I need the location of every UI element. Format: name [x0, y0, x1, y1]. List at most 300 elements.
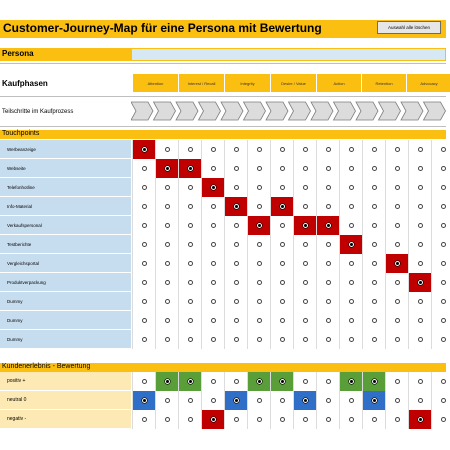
- radio-icon[interactable]: [257, 242, 262, 247]
- evaluation-row-cell[interactable]: [247, 372, 270, 391]
- radio-icon[interactable]: [418, 398, 423, 403]
- radio-icon[interactable]: [188, 147, 193, 152]
- touchpoint-row-cell[interactable]: [362, 273, 385, 292]
- radio-icon[interactable]: [441, 337, 446, 342]
- radio-icon[interactable]: [188, 261, 193, 266]
- radio-icon[interactable]: [280, 261, 285, 266]
- touchpoint-row-cell[interactable]: [408, 178, 431, 197]
- radio-icon[interactable]: [326, 147, 331, 152]
- radio-icon[interactable]: [326, 242, 331, 247]
- touchpoint-row-cell[interactable]: [178, 197, 201, 216]
- radio-icon[interactable]: [188, 185, 193, 190]
- touchpoint-row-cell[interactable]: [247, 235, 270, 254]
- radio-icon[interactable]: [165, 280, 170, 285]
- radio-icon[interactable]: [211, 417, 216, 422]
- touchpoint-row-cell[interactable]: [362, 330, 385, 349]
- touchpoint-row-cell[interactable]: [201, 273, 224, 292]
- touchpoint-row-cell[interactable]: [132, 197, 155, 216]
- radio-icon[interactable]: [303, 185, 308, 190]
- radio-icon[interactable]: [234, 379, 239, 384]
- radio-icon[interactable]: [165, 223, 170, 228]
- radio-icon[interactable]: [234, 166, 239, 171]
- radio-icon[interactable]: [372, 166, 377, 171]
- touchpoint-row-cell[interactable]: [431, 311, 450, 330]
- touchpoint-row-cell[interactable]: [155, 292, 178, 311]
- touchpoint-row-cell[interactable]: [132, 292, 155, 311]
- touchpoint-row-cell[interactable]: [178, 330, 201, 349]
- evaluation-row-cell[interactable]: [293, 372, 316, 391]
- touchpoint-row-cell[interactable]: [385, 292, 408, 311]
- touchpoint-row-cell[interactable]: [155, 311, 178, 330]
- radio-icon[interactable]: [234, 280, 239, 285]
- radio-icon[interactable]: [188, 398, 193, 403]
- radio-icon[interactable]: [142, 398, 147, 403]
- radio-icon[interactable]: [142, 318, 147, 323]
- touchpoint-row-cell[interactable]: [316, 159, 339, 178]
- touchpoint-row-cell[interactable]: [224, 273, 247, 292]
- radio-icon[interactable]: [418, 280, 423, 285]
- touchpoint-row-cell[interactable]: [362, 254, 385, 273]
- radio-icon[interactable]: [280, 204, 285, 209]
- radio-icon[interactable]: [418, 242, 423, 247]
- radio-icon[interactable]: [395, 261, 400, 266]
- evaluation-row-cell[interactable]: [293, 410, 316, 429]
- radio-icon[interactable]: [280, 242, 285, 247]
- radio-icon[interactable]: [188, 379, 193, 384]
- radio-icon[interactable]: [372, 147, 377, 152]
- radio-icon[interactable]: [165, 417, 170, 422]
- radio-icon[interactable]: [234, 261, 239, 266]
- touchpoint-row-cell[interactable]: [408, 254, 431, 273]
- radio-icon[interactable]: [188, 223, 193, 228]
- evaluation-row-cell[interactable]: [362, 372, 385, 391]
- radio-icon[interactable]: [165, 166, 170, 171]
- radio-icon[interactable]: [441, 147, 446, 152]
- radio-icon[interactable]: [326, 318, 331, 323]
- radio-icon[interactable]: [441, 280, 446, 285]
- radio-icon[interactable]: [418, 417, 423, 422]
- radio-icon[interactable]: [234, 318, 239, 323]
- touchpoint-row-cell[interactable]: [201, 330, 224, 349]
- radio-icon[interactable]: [280, 417, 285, 422]
- evaluation-row-cell[interactable]: [247, 391, 270, 410]
- touchpoint-row-cell[interactable]: [385, 216, 408, 235]
- touchpoint-row-cell[interactable]: [431, 330, 450, 349]
- radio-icon[interactable]: [441, 398, 446, 403]
- radio-icon[interactable]: [303, 417, 308, 422]
- radio-icon[interactable]: [234, 398, 239, 403]
- touchpoint-row-cell[interactable]: [270, 273, 293, 292]
- evaluation-row-cell[interactable]: [316, 391, 339, 410]
- evaluation-row-cell[interactable]: [431, 391, 450, 410]
- radio-icon[interactable]: [142, 223, 147, 228]
- radio-icon[interactable]: [280, 398, 285, 403]
- radio-icon[interactable]: [441, 417, 446, 422]
- touchpoint-row-cell[interactable]: [201, 178, 224, 197]
- touchpoint-row-cell[interactable]: [224, 197, 247, 216]
- touchpoint-row-cell[interactable]: [339, 140, 362, 159]
- touchpoint-row-cell[interactable]: [362, 197, 385, 216]
- touchpoint-row-cell[interactable]: [247, 273, 270, 292]
- touchpoint-row-cell[interactable]: [293, 140, 316, 159]
- evaluation-row-cell[interactable]: [201, 372, 224, 391]
- touchpoint-row-cell[interactable]: [431, 292, 450, 311]
- radio-icon[interactable]: [142, 417, 147, 422]
- radio-icon[interactable]: [234, 204, 239, 209]
- touchpoint-row-cell[interactable]: [155, 140, 178, 159]
- touchpoint-row-cell[interactable]: [362, 235, 385, 254]
- radio-icon[interactable]: [395, 204, 400, 209]
- touchpoint-row-cell[interactable]: [247, 292, 270, 311]
- radio-icon[interactable]: [188, 204, 193, 209]
- evaluation-row-cell[interactable]: [132, 391, 155, 410]
- radio-icon[interactable]: [395, 318, 400, 323]
- touchpoint-row-cell[interactable]: [385, 273, 408, 292]
- touchpoint-row-cell[interactable]: [362, 178, 385, 197]
- touchpoint-row-cell[interactable]: [201, 216, 224, 235]
- touchpoint-row-cell[interactable]: [385, 330, 408, 349]
- touchpoint-row-cell[interactable]: [339, 197, 362, 216]
- persona-input[interactable]: [132, 49, 445, 60]
- radio-icon[interactable]: [326, 280, 331, 285]
- radio-icon[interactable]: [303, 166, 308, 171]
- radio-icon[interactable]: [349, 242, 354, 247]
- touchpoint-row-cell[interactable]: [178, 254, 201, 273]
- radio-icon[interactable]: [280, 299, 285, 304]
- radio-icon[interactable]: [395, 398, 400, 403]
- radio-icon[interactable]: [395, 242, 400, 247]
- radio-icon[interactable]: [372, 398, 377, 403]
- radio-icon[interactable]: [280, 379, 285, 384]
- radio-icon[interactable]: [349, 299, 354, 304]
- touchpoint-row-cell[interactable]: [362, 311, 385, 330]
- touchpoint-row-cell[interactable]: [339, 235, 362, 254]
- touchpoint-row-cell[interactable]: [155, 273, 178, 292]
- radio-icon[interactable]: [142, 166, 147, 171]
- radio-icon[interactable]: [142, 280, 147, 285]
- radio-icon[interactable]: [165, 337, 170, 342]
- touchpoint-row-cell[interactable]: [132, 140, 155, 159]
- radio-icon[interactable]: [441, 242, 446, 247]
- radio-icon[interactable]: [326, 261, 331, 266]
- touchpoint-row-cell[interactable]: [385, 159, 408, 178]
- touchpoint-row-cell[interactable]: [339, 178, 362, 197]
- radio-icon[interactable]: [441, 379, 446, 384]
- radio-icon[interactable]: [257, 185, 262, 190]
- touchpoint-row-cell[interactable]: [132, 254, 155, 273]
- touchpoint-row-cell[interactable]: [201, 235, 224, 254]
- radio-icon[interactable]: [372, 242, 377, 247]
- touchpoint-row-cell[interactable]: [132, 159, 155, 178]
- radio-icon[interactable]: [142, 337, 147, 342]
- radio-icon[interactable]: [395, 299, 400, 304]
- radio-icon[interactable]: [165, 185, 170, 190]
- radio-icon[interactable]: [234, 147, 239, 152]
- touchpoint-row-cell[interactable]: [224, 178, 247, 197]
- touchpoint-row-cell[interactable]: [270, 178, 293, 197]
- radio-icon[interactable]: [303, 204, 308, 209]
- touchpoint-row-cell[interactable]: [247, 330, 270, 349]
- radio-icon[interactable]: [211, 398, 216, 403]
- touchpoint-row-cell[interactable]: [362, 159, 385, 178]
- touchpoint-row-cell[interactable]: [408, 235, 431, 254]
- radio-icon[interactable]: [349, 318, 354, 323]
- touchpoint-row-cell[interactable]: [293, 159, 316, 178]
- radio-icon[interactable]: [441, 204, 446, 209]
- evaluation-row-cell[interactable]: [201, 391, 224, 410]
- radio-icon[interactable]: [395, 147, 400, 152]
- touchpoint-row-cell[interactable]: [132, 216, 155, 235]
- radio-icon[interactable]: [303, 223, 308, 228]
- touchpoint-row-cell[interactable]: [178, 292, 201, 311]
- evaluation-row-cell[interactable]: [293, 391, 316, 410]
- evaluation-row-cell[interactable]: [224, 410, 247, 429]
- radio-icon[interactable]: [372, 185, 377, 190]
- evaluation-row-cell[interactable]: [132, 372, 155, 391]
- radio-icon[interactable]: [234, 223, 239, 228]
- radio-icon[interactable]: [165, 261, 170, 266]
- radio-icon[interactable]: [142, 299, 147, 304]
- evaluation-row-cell[interactable]: [270, 410, 293, 429]
- touchpoint-row-cell[interactable]: [247, 140, 270, 159]
- touchpoint-row-cell[interactable]: [270, 292, 293, 311]
- radio-icon[interactable]: [165, 242, 170, 247]
- touchpoint-row-cell[interactable]: [293, 292, 316, 311]
- radio-icon[interactable]: [349, 417, 354, 422]
- touchpoint-row-cell[interactable]: [224, 216, 247, 235]
- radio-icon[interactable]: [165, 398, 170, 403]
- radio-icon[interactable]: [188, 417, 193, 422]
- touchpoint-row-cell[interactable]: [293, 330, 316, 349]
- radio-icon[interactable]: [349, 204, 354, 209]
- touchpoint-row-cell[interactable]: [339, 273, 362, 292]
- radio-icon[interactable]: [234, 417, 239, 422]
- radio-icon[interactable]: [349, 185, 354, 190]
- radio-icon[interactable]: [303, 398, 308, 403]
- radio-icon[interactable]: [326, 204, 331, 209]
- radio-icon[interactable]: [372, 379, 377, 384]
- touchpoint-row-cell[interactable]: [270, 311, 293, 330]
- radio-icon[interactable]: [188, 318, 193, 323]
- touchpoint-row-cell[interactable]: [431, 197, 450, 216]
- touchpoint-row-cell[interactable]: [132, 330, 155, 349]
- radio-icon[interactable]: [418, 337, 423, 342]
- radio-icon[interactable]: [257, 299, 262, 304]
- evaluation-row-cell[interactable]: [408, 410, 431, 429]
- touchpoint-row-cell[interactable]: [385, 311, 408, 330]
- radio-icon[interactable]: [211, 261, 216, 266]
- touchpoint-row-cell[interactable]: [155, 235, 178, 254]
- radio-icon[interactable]: [142, 185, 147, 190]
- radio-icon[interactable]: [395, 379, 400, 384]
- radio-icon[interactable]: [372, 204, 377, 209]
- evaluation-row-cell[interactable]: [270, 391, 293, 410]
- radio-icon[interactable]: [142, 147, 147, 152]
- radio-icon[interactable]: [349, 147, 354, 152]
- radio-icon[interactable]: [418, 185, 423, 190]
- touchpoint-row-cell[interactable]: [247, 216, 270, 235]
- radio-icon[interactable]: [349, 379, 354, 384]
- radio-icon[interactable]: [257, 398, 262, 403]
- touchpoint-row-cell[interactable]: [224, 140, 247, 159]
- radio-icon[interactable]: [372, 417, 377, 422]
- touchpoint-row-cell[interactable]: [247, 254, 270, 273]
- touchpoint-row-cell[interactable]: [339, 254, 362, 273]
- radio-icon[interactable]: [372, 223, 377, 228]
- touchpoint-row-cell[interactable]: [270, 254, 293, 273]
- touchpoint-row-cell[interactable]: [293, 216, 316, 235]
- touchpoint-row-cell[interactable]: [293, 197, 316, 216]
- radio-icon[interactable]: [142, 204, 147, 209]
- touchpoint-row-cell[interactable]: [247, 197, 270, 216]
- touchpoint-row-cell[interactable]: [132, 311, 155, 330]
- touchpoint-row-cell[interactable]: [339, 292, 362, 311]
- radio-icon[interactable]: [142, 242, 147, 247]
- touchpoint-row-cell[interactable]: [362, 292, 385, 311]
- radio-icon[interactable]: [372, 261, 377, 266]
- touchpoint-row-cell[interactable]: [316, 140, 339, 159]
- evaluation-row-cell[interactable]: [224, 372, 247, 391]
- evaluation-row-cell[interactable]: [132, 410, 155, 429]
- radio-icon[interactable]: [326, 398, 331, 403]
- evaluation-row-cell[interactable]: [362, 410, 385, 429]
- touchpoint-row-cell[interactable]: [408, 273, 431, 292]
- radio-icon[interactable]: [395, 417, 400, 422]
- radio-icon[interactable]: [349, 261, 354, 266]
- evaluation-row-cell[interactable]: [362, 391, 385, 410]
- touchpoint-row-cell[interactable]: [132, 178, 155, 197]
- radio-icon[interactable]: [257, 166, 262, 171]
- touchpoint-row-cell[interactable]: [132, 273, 155, 292]
- touchpoint-row-cell[interactable]: [385, 254, 408, 273]
- touchpoint-row-cell[interactable]: [339, 159, 362, 178]
- touchpoint-row-cell[interactable]: [293, 273, 316, 292]
- radio-icon[interactable]: [349, 223, 354, 228]
- radio-icon[interactable]: [234, 337, 239, 342]
- touchpoint-row-cell[interactable]: [385, 235, 408, 254]
- radio-icon[interactable]: [418, 379, 423, 384]
- touchpoint-row-cell[interactable]: [316, 197, 339, 216]
- radio-icon[interactable]: [441, 223, 446, 228]
- touchpoint-row-cell[interactable]: [155, 159, 178, 178]
- touchpoint-row-cell[interactable]: [385, 140, 408, 159]
- touchpoint-row-cell[interactable]: [224, 330, 247, 349]
- radio-icon[interactable]: [165, 299, 170, 304]
- touchpoint-row-cell[interactable]: [224, 159, 247, 178]
- radio-icon[interactable]: [303, 147, 308, 152]
- evaluation-row-cell[interactable]: [339, 391, 362, 410]
- radio-icon[interactable]: [418, 318, 423, 323]
- radio-icon[interactable]: [395, 337, 400, 342]
- radio-icon[interactable]: [326, 379, 331, 384]
- evaluation-row-cell[interactable]: [247, 410, 270, 429]
- evaluation-row-cell[interactable]: [316, 372, 339, 391]
- radio-icon[interactable]: [188, 299, 193, 304]
- touchpoint-row-cell[interactable]: [178, 178, 201, 197]
- radio-icon[interactable]: [418, 166, 423, 171]
- touchpoint-row-cell[interactable]: [293, 178, 316, 197]
- radio-icon[interactable]: [211, 318, 216, 323]
- touchpoint-row-cell[interactable]: [270, 140, 293, 159]
- touchpoint-row-cell[interactable]: [339, 216, 362, 235]
- radio-icon[interactable]: [372, 299, 377, 304]
- touchpoint-row-cell[interactable]: [201, 254, 224, 273]
- touchpoint-row-cell[interactable]: [431, 178, 450, 197]
- radio-icon[interactable]: [257, 417, 262, 422]
- radio-icon[interactable]: [142, 379, 147, 384]
- evaluation-row-cell[interactable]: [316, 410, 339, 429]
- touchpoint-row-cell[interactable]: [270, 159, 293, 178]
- touchpoint-row-cell[interactable]: [201, 140, 224, 159]
- touchpoint-row-cell[interactable]: [178, 216, 201, 235]
- touchpoint-row-cell[interactable]: [431, 254, 450, 273]
- evaluation-row-cell[interactable]: [339, 410, 362, 429]
- touchpoint-row-cell[interactable]: [408, 330, 431, 349]
- touchpoint-row-cell[interactable]: [316, 330, 339, 349]
- touchpoint-row-cell[interactable]: [431, 140, 450, 159]
- radio-icon[interactable]: [188, 337, 193, 342]
- radio-icon[interactable]: [349, 280, 354, 285]
- touchpoint-row-cell[interactable]: [132, 235, 155, 254]
- radio-icon[interactable]: [142, 261, 147, 266]
- touchpoint-row-cell[interactable]: [362, 216, 385, 235]
- touchpoint-row-cell[interactable]: [201, 197, 224, 216]
- radio-icon[interactable]: [211, 280, 216, 285]
- touchpoint-row-cell[interactable]: [431, 273, 450, 292]
- touchpoint-row-cell[interactable]: [201, 311, 224, 330]
- touchpoint-row-cell[interactable]: [408, 292, 431, 311]
- touchpoint-row-cell[interactable]: [316, 235, 339, 254]
- radio-icon[interactable]: [326, 223, 331, 228]
- touchpoint-row-cell[interactable]: [155, 216, 178, 235]
- radio-icon[interactable]: [280, 185, 285, 190]
- radio-icon[interactable]: [234, 299, 239, 304]
- radio-icon[interactable]: [211, 379, 216, 384]
- touchpoint-row-cell[interactable]: [155, 254, 178, 273]
- touchpoint-row-cell[interactable]: [224, 235, 247, 254]
- touchpoint-row-cell[interactable]: [178, 159, 201, 178]
- evaluation-row-cell[interactable]: [431, 372, 450, 391]
- radio-icon[interactable]: [280, 318, 285, 323]
- evaluation-row-cell[interactable]: [178, 410, 201, 429]
- evaluation-row-cell[interactable]: [270, 372, 293, 391]
- radio-icon[interactable]: [303, 318, 308, 323]
- radio-icon[interactable]: [211, 185, 216, 190]
- touchpoint-row-cell[interactable]: [339, 330, 362, 349]
- radio-icon[interactable]: [441, 166, 446, 171]
- evaluation-row-cell[interactable]: [201, 410, 224, 429]
- radio-icon[interactable]: [303, 242, 308, 247]
- radio-icon[interactable]: [395, 223, 400, 228]
- touchpoint-row-cell[interactable]: [316, 178, 339, 197]
- touchpoint-row-cell[interactable]: [270, 330, 293, 349]
- radio-icon[interactable]: [257, 261, 262, 266]
- touchpoint-row-cell[interactable]: [155, 330, 178, 349]
- radio-icon[interactable]: [372, 318, 377, 323]
- radio-icon[interactable]: [303, 299, 308, 304]
- radio-icon[interactable]: [418, 299, 423, 304]
- clear-selection-button[interactable]: Auswahl alle löschen: [377, 21, 441, 34]
- touchpoint-row-cell[interactable]: [362, 140, 385, 159]
- touchpoint-row-cell[interactable]: [224, 311, 247, 330]
- evaluation-row-cell[interactable]: [339, 372, 362, 391]
- radio-icon[interactable]: [349, 398, 354, 403]
- touchpoint-row-cell[interactable]: [155, 197, 178, 216]
- radio-icon[interactable]: [211, 147, 216, 152]
- evaluation-row-cell[interactable]: [385, 391, 408, 410]
- touchpoint-row-cell[interactable]: [201, 292, 224, 311]
- touchpoint-row-cell[interactable]: [431, 235, 450, 254]
